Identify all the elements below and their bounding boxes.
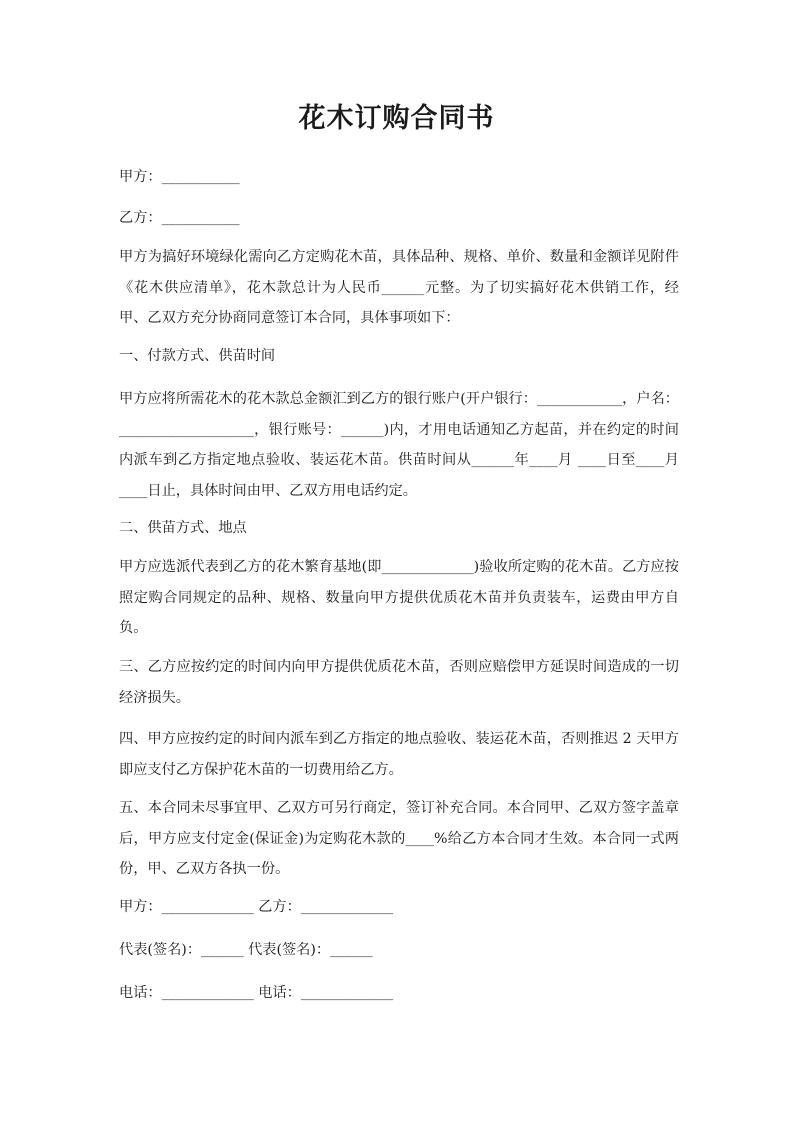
section1-body: 甲方应将所需花木的花木款总金额汇到乙方的银行账户(开户银行：____________，户名：___________________，银行账号：______)内，才用电话通知乙方起苗，并在约定的时间内派车到乙方指定地点验收、装运花木苗。供苗时间从______年____月 ____日至____月____日止，具体时间由甲、乙双方用电话约定。 — [119, 391, 679, 499]
section3-paragraph: 三、乙方应按约定的时间内向甲方提供优质花木苗，否则应赔偿甲方延误时间造成的一切经济损失。 — [119, 659, 679, 706]
signature-party-line: 甲方：_____________ 乙方：_____________ — [119, 899, 394, 915]
signature-phone-line: 电话：_____________ 电话：_____________ — [119, 985, 394, 1001]
party-a-field: 甲方：___________ — [119, 169, 240, 185]
section2-heading: 二、供苗方式、地点 — [119, 520, 247, 536]
section5-paragraph: 五、本合同未尽事宜甲、乙双方可另行商定，签订补充合同。本合同甲、乙双方签字盖章后，甲方应支付定金(保证金)为定购花木款的____%给乙方本合同才生效。本合同一式两份，甲、乙双方各执一份。 — [119, 800, 679, 877]
section4-paragraph: 四、甲方应按约定的时间内派车到乙方指定的地点验收、装运花木苗，否则推迟 2 天甲方即应支付乙方保护花木苗的一切费用给乙方。 — [119, 731, 679, 778]
intro-paragraph: 甲方为搞好环境绿化需向乙方定购花木苗，具体品种、规格、单价、数量和金额详见附件《花木供应清单》，花木款总计为人民币______元整。为了切实搞好花木供销工作，经甲、乙双方充分协商同意签订本合同，具体事项如下： — [119, 249, 679, 326]
section1-heading: 一、付款方式、供苗时间 — [119, 348, 276, 364]
document-title: 花木订购合同书 — [298, 103, 495, 134]
party-b-field: 乙方：___________ — [119, 210, 240, 226]
signature-representative-line: 代表(签名)：______ 代表(签名)：______ — [119, 942, 373, 958]
section2-body: 甲方应选派代表到乙方的花木繁育基地(即_____________)验收所定购的花木苗。乙方应按照定购合同规定的品种、规格、数量向甲方提供优质花木苗并负责装车，运费由甲方自负。 — [119, 559, 679, 636]
